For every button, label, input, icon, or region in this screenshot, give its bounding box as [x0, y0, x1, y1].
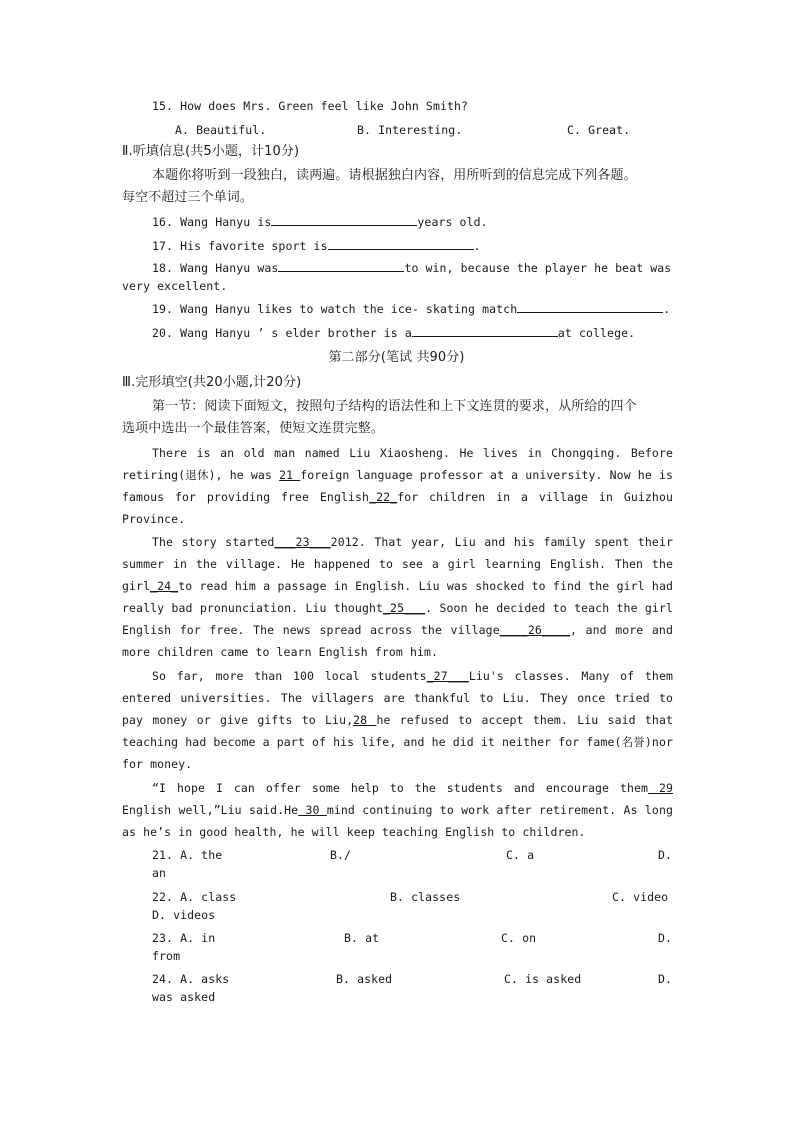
section2-heading: Ⅱ.听填信息(共5小题，计10分)	[122, 144, 300, 159]
section2-instruction-line1: 本题你将听到一段独白，读两遍。请根据独白内容，用所听到的信息完成下列各题。	[152, 168, 637, 183]
q24-option-b[interactable]: B. asked	[336, 972, 393, 986]
q24-option-c[interactable]: C. is asked	[504, 972, 582, 986]
q20-text-end: at college.	[557, 326, 636, 340]
blank-30: 30	[298, 803, 327, 817]
passage-text: There is an old man named Liu Xiaosheng. He lives in Chongqing. Before retiring(退休), he was	[122, 446, 673, 482]
blank-28: 28	[353, 713, 377, 727]
section2-instruction-line2: 每空不超过三个单词。	[122, 190, 254, 205]
q17-text: 17. His favorite sport is	[152, 239, 328, 253]
q23-options	[152, 929, 673, 965]
passage-text: English well,”Liu said.He	[122, 803, 299, 817]
q18-text: 18. Wang Hanyu was	[152, 261, 279, 275]
q21-option-a[interactable]: 21. A. the	[152, 848, 223, 862]
passage-paragraph-4	[122, 777, 673, 843]
q24-option-a[interactable]: 24. A. asks	[152, 972, 230, 986]
q22-option-a[interactable]: 22. A. class	[152, 890, 237, 904]
q21-option-c[interactable]: C. a	[506, 848, 535, 862]
blank-26: ____26____	[499, 623, 570, 637]
blank-21: 21	[279, 468, 301, 482]
passage-text: he refused to accept them. Liu said that teaching had become a part of his life, and he did it neither for fame(名誉)nor for money.	[122, 713, 673, 771]
q18-answer-blank[interactable]	[278, 260, 404, 272]
passage-text: Liu's classes. Many of them entered universities. The villagers are thankful to Liu. They once tried to pay money or give gifts to Liu,	[122, 669, 673, 727]
q18-text-mid: to win, because the player he beat was	[404, 261, 672, 275]
q21-option-b[interactable]: B./	[330, 848, 352, 862]
passage-text: , and more and more children came to learn English from him.	[122, 623, 673, 659]
q16-text: 16. Wang Hanyu is	[152, 215, 272, 229]
q19-text: 19. Wang Hanyu likes to watch the ice- skating match	[152, 302, 518, 316]
q24-option-d-label[interactable]: D.	[658, 972, 673, 986]
passage-paragraph-1	[122, 442, 673, 530]
q23-option-b[interactable]: B. at	[344, 931, 380, 945]
passage-text: foreign language professor at a university. Now he is famous for providing free English	[122, 468, 673, 504]
q16	[152, 214, 488, 230]
section3-heading: Ⅲ.完形填空(共20小题,计20分)	[122, 375, 302, 390]
q22-options	[152, 888, 673, 924]
q20	[152, 325, 635, 341]
q15-option-b: B. Interesting.	[357, 123, 463, 137]
blank-23: ___23___	[274, 535, 331, 549]
q20-answer-blank[interactable]	[412, 325, 558, 337]
q22-option-b[interactable]: B. classes	[390, 890, 461, 904]
q23-option-a[interactable]: 23. A. in	[152, 931, 216, 945]
q23-option-c[interactable]: C. on	[501, 931, 537, 945]
passage-text: . Soon he decided to teach the girl English for free. The news spread across the village	[122, 601, 673, 637]
q16-text-end: years old.	[417, 215, 488, 229]
q17	[152, 238, 481, 254]
q24-options	[152, 970, 673, 1006]
q18	[152, 260, 671, 276]
blank-25: _25___	[383, 601, 426, 615]
passage-text: So far, more than 100 local students	[152, 669, 427, 683]
passage-text: 2012. That year, Liu and his family spent their summer in the village. He happened to see a girl learning English. Then the girl	[122, 535, 674, 593]
passage-text: to read him a passage in English. Liu was shocked to find the girl had really bad pronunciation. Liu thought	[122, 579, 673, 615]
section3-instruction-line2: 选项中选出一个最佳答案，使短文连贯完整。	[122, 421, 385, 436]
q24-option-d-text[interactable]: was asked	[152, 990, 216, 1004]
passage-text: mind continuing to work after retirement. As long as he’s in good health, he will keep teaching English to children.	[122, 803, 673, 839]
q17-answer-blank[interactable]	[328, 238, 474, 250]
q22-option-d[interactable]: D. videos	[152, 908, 216, 922]
q15-option-c: C. Great.	[567, 123, 631, 137]
q22-option-c[interactable]: C. video	[612, 890, 669, 904]
q16-answer-blank[interactable]	[271, 214, 417, 226]
q17-text-end: .	[473, 239, 481, 253]
q19-answer-blank[interactable]	[517, 301, 663, 313]
passage-paragraph-3	[122, 665, 673, 775]
q23-option-d-label[interactable]: D.	[658, 931, 673, 945]
q21-options	[152, 846, 673, 882]
q19-text-end: .	[663, 302, 671, 316]
part2-heading: 第二部分(笔试 共90分)	[328, 350, 465, 365]
q21-option-d-text[interactable]: an	[152, 866, 167, 880]
q15-option-a: A. Beautiful.	[175, 123, 267, 137]
passage-paragraph-2	[122, 531, 673, 663]
q19	[152, 301, 670, 317]
q20-text: 20. Wang Hanyu ’ s elder brother is a	[152, 326, 412, 340]
passage-text: “I hope I can offer some help to the students and encourage them	[152, 781, 649, 795]
blank-29: 29	[648, 781, 673, 795]
passage-text: for children in a village in Guizhou Province.	[122, 490, 673, 526]
q15-stem: 15. How does Mrs. Green feel like John Smith?	[152, 99, 469, 113]
q23-option-d-text[interactable]: from	[152, 949, 181, 963]
blank-22: _22_	[369, 490, 398, 504]
q21-option-d-label[interactable]: D.	[658, 848, 673, 862]
q18-continued: very excellent.	[122, 279, 228, 293]
passage-text: The story started	[152, 535, 275, 549]
section3-instruction-line1: 第一节：阅读下面短文，按照句子结构的语法性和上下文连贯的要求，从所给的四个	[152, 399, 637, 414]
blank-27: _27___	[426, 669, 469, 683]
blank-24: _24_	[150, 579, 179, 593]
